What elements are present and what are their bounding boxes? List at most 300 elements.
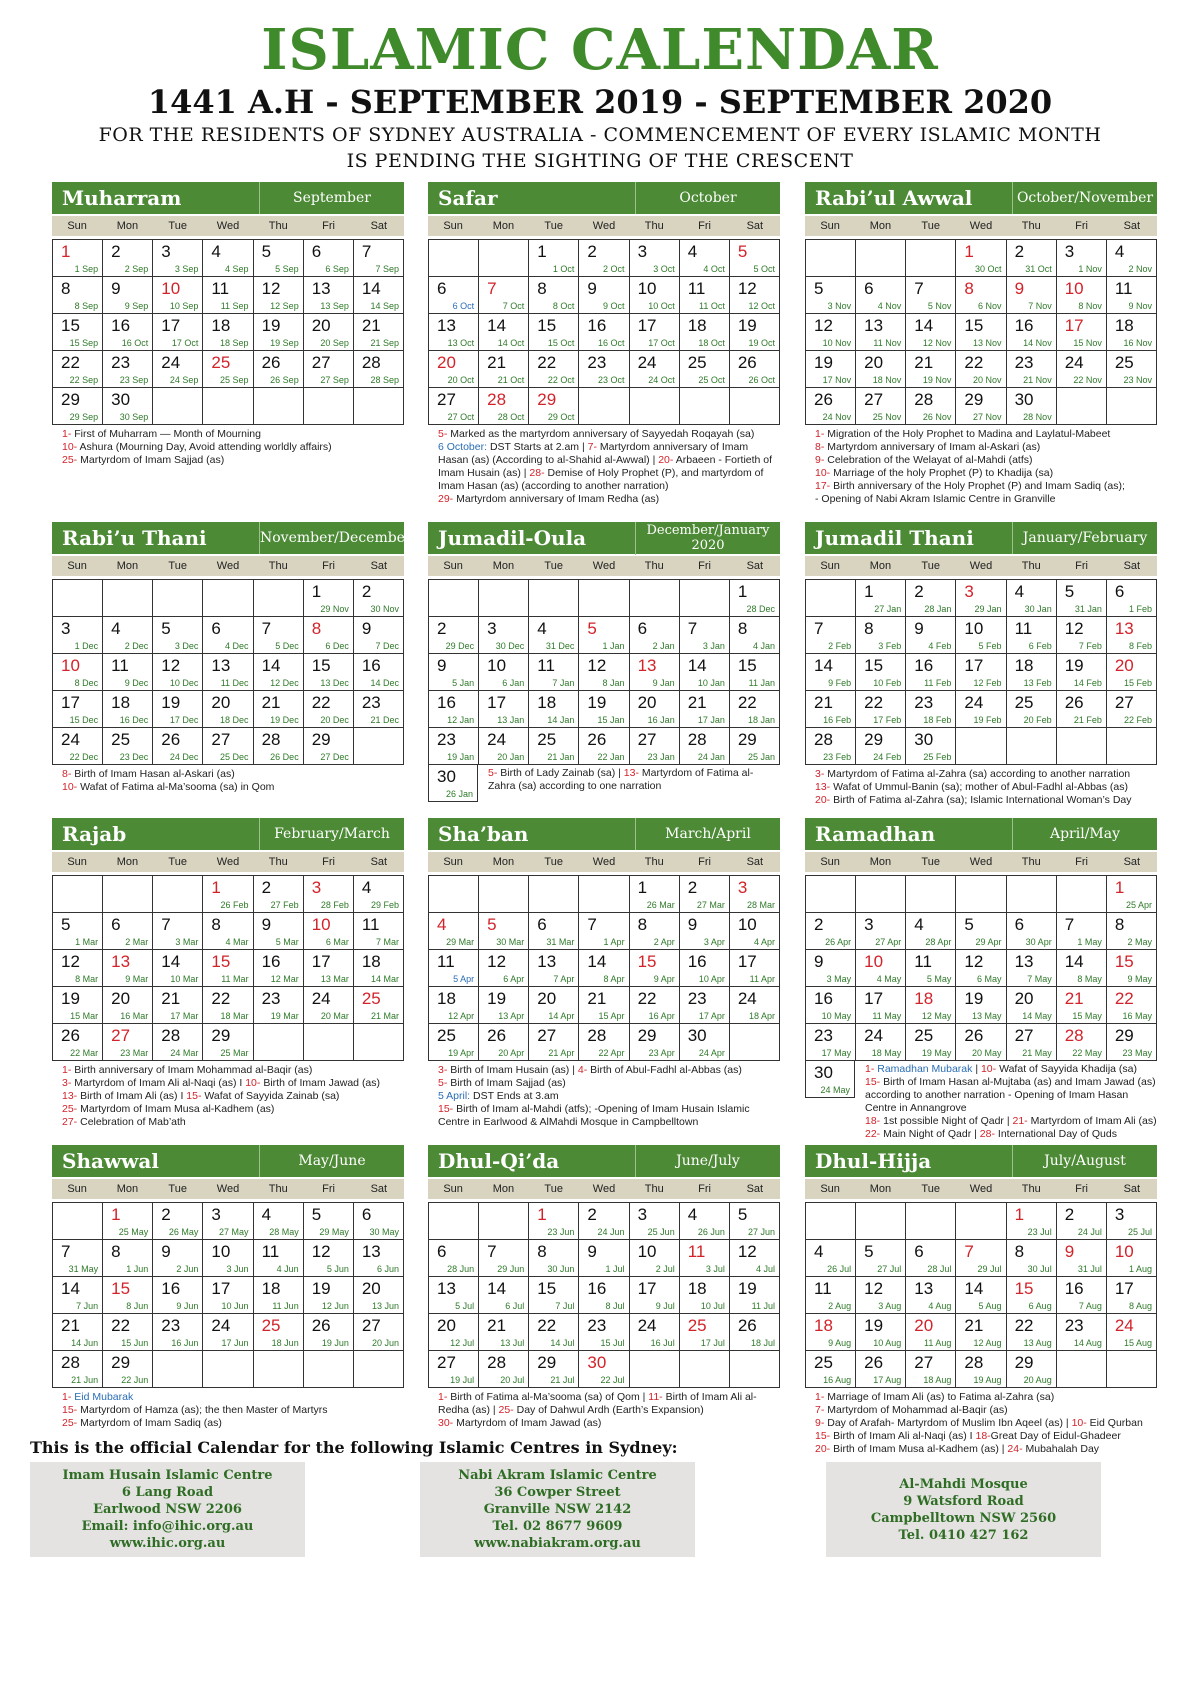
month-name: Shawwal	[62, 1149, 159, 1173]
gregorian-range: November/December	[259, 522, 404, 554]
gregorian-date: 14 Jun	[71, 1338, 99, 1348]
day-cell	[579, 314, 629, 351]
weekday-label: Mon	[869, 1183, 892, 1195]
gregorian-date: 4 Apr	[753, 937, 775, 947]
gregorian-date: 18 Aug	[923, 1375, 952, 1385]
hijri-day: 7	[261, 619, 272, 638]
weekday-label: Wed	[969, 856, 993, 868]
gregorian-date: 21 Apr	[548, 1048, 575, 1058]
hijri-day: 20	[211, 693, 231, 712]
hijri-day: 28	[487, 1353, 507, 1372]
event-day-marker: 7-	[587, 441, 597, 453]
month-notes	[52, 768, 404, 794]
day-cell	[103, 654, 153, 691]
hijri-day: 2	[587, 1205, 597, 1224]
gregorian-date: 7 Sep	[375, 264, 399, 274]
day-cell	[53, 728, 103, 765]
gregorian-date: 14 Sep	[370, 301, 399, 311]
gregorian-date: 17 Jan	[697, 715, 725, 725]
day-cell	[1107, 691, 1157, 728]
day-cell	[304, 913, 354, 950]
hijri-day: 26	[487, 1026, 507, 1045]
day-cell	[354, 277, 404, 314]
day-cell	[806, 351, 856, 388]
day-cell	[153, 728, 203, 765]
gregorian-date: 23 Oct	[598, 375, 625, 385]
gregorian-date: 25 Jun	[647, 1227, 675, 1237]
overflow-row	[805, 1061, 1157, 1141]
hijri-day: 28	[914, 390, 934, 409]
gregorian-date: 19 Feb	[973, 715, 1002, 725]
event-note	[815, 768, 1157, 781]
hijri-day: 28	[61, 1353, 80, 1372]
hijri-day: 15	[311, 656, 331, 675]
centre-nabi-akram	[420, 1462, 695, 1557]
day-cell	[856, 388, 906, 425]
day-cell	[630, 240, 680, 277]
gregorian-date: 3 Sep	[174, 264, 199, 274]
month-grid	[428, 579, 780, 765]
gregorian-date: 14 Dec	[370, 678, 399, 688]
day-cell	[203, 1203, 253, 1240]
day-cell	[53, 1351, 103, 1388]
gregorian-date: 6 Sep	[325, 264, 349, 274]
overflow-row	[428, 765, 780, 802]
event-text: Birth of Imam Musa al-Kadhem (as) |	[830, 1443, 1008, 1455]
gregorian-range: January/February	[1012, 522, 1157, 554]
gregorian-date: 11 May	[872, 1011, 902, 1021]
day-cell	[304, 1314, 354, 1351]
hijri-day: 6	[864, 279, 874, 298]
event-day-marker: 17-	[815, 480, 831, 492]
gregorian-date: 21 Mar	[370, 1011, 399, 1021]
gregorian-date: 7 Oct	[502, 301, 525, 311]
weekday-label: Thu	[268, 1183, 288, 1195]
weekday-label: Sun	[443, 220, 463, 232]
event-day-marker: 10-	[1071, 1417, 1087, 1429]
day-cell	[730, 1240, 780, 1277]
weekday-label: Wed	[592, 1183, 616, 1195]
hijri-day: 16	[1014, 316, 1034, 335]
day-cell	[53, 1240, 103, 1277]
empty-cell	[856, 876, 906, 913]
day-cell	[806, 1277, 856, 1314]
hijri-day: 26	[814, 390, 833, 409]
hijri-day: 11	[1014, 619, 1033, 638]
month-grid	[428, 1202, 780, 1388]
event-note	[62, 1064, 404, 1077]
weekday-label: Sun	[67, 856, 87, 868]
event-note	[438, 1391, 780, 1417]
event-day-marker: 15-	[438, 1103, 454, 1115]
day-cell	[153, 987, 203, 1024]
hijri-day: 25	[1114, 353, 1134, 372]
event-day-marker: 10-	[245, 1077, 261, 1089]
day-cell	[956, 240, 1006, 277]
empty-cell	[1007, 728, 1057, 765]
gregorian-date: 29 Mar	[446, 937, 475, 947]
gregorian-date: 22 May	[1072, 1048, 1102, 1058]
gregorian-range: May/June	[259, 1145, 404, 1177]
hijri-day: 18	[437, 989, 456, 1008]
day-cell	[254, 1203, 304, 1240]
weekday-row	[428, 852, 780, 872]
hijri-day: 1	[637, 878, 648, 897]
hijri-day: 28	[487, 390, 507, 409]
hijri-day: 15	[211, 952, 231, 971]
gregorian-date: 15 May	[1072, 1011, 1102, 1021]
day-cell	[53, 950, 103, 987]
hijri-day: 12	[814, 316, 833, 335]
gregorian-date: 24 Jan	[697, 752, 725, 762]
day-cell	[479, 351, 529, 388]
gregorian-date: 9 Jun	[176, 1301, 199, 1311]
hijri-day: 20	[311, 316, 331, 335]
day-cell	[479, 987, 529, 1024]
hijri-day: 1	[1014, 1205, 1025, 1224]
gregorian-date: 3 Apr	[703, 937, 725, 947]
day-cell	[529, 950, 579, 987]
event-text: Martyrdom anniversary of Imam Hasan (as) (According to al-Shahid al-Awwal) |	[438, 441, 749, 466]
gregorian-date: 19 Mar	[270, 1011, 299, 1021]
gregorian-date: 8 Apr	[603, 974, 625, 984]
hijri-day: 3	[864, 915, 874, 934]
gregorian-date: 10 Jan	[697, 678, 725, 688]
day-cell	[429, 691, 479, 728]
day-cell	[1107, 987, 1157, 1024]
month-grid	[52, 875, 404, 1061]
day-cell	[529, 1314, 579, 1351]
gregorian-date: 23 Nov	[1123, 375, 1152, 385]
day-cell	[856, 1351, 906, 1388]
day-cell	[906, 913, 956, 950]
month-grid	[805, 239, 1157, 425]
hijri-day: 19	[161, 693, 181, 712]
hijri-day: 8	[1114, 915, 1125, 934]
day-cell	[254, 1240, 304, 1277]
hijri-day: 12	[737, 279, 757, 298]
hijri-day: 4	[437, 915, 447, 934]
day-cell	[1007, 1314, 1057, 1351]
gregorian-date: 15 Dec	[69, 715, 99, 725]
hijri-day: 11	[537, 656, 555, 675]
gregorian-date: 19 Jul	[450, 1375, 475, 1385]
day-cell	[203, 876, 253, 913]
day-cell	[429, 1351, 479, 1388]
day-cell	[203, 240, 253, 277]
month-header	[52, 818, 404, 850]
weekday-label: Sat	[746, 856, 764, 868]
day-cell	[806, 617, 856, 654]
gregorian-date: 1 Feb	[1128, 604, 1152, 614]
gregorian-date: 7 Jul	[555, 1301, 575, 1311]
weekday-row	[805, 1179, 1157, 1199]
event-text: 1st possible Night of Qadr |	[880, 1115, 1013, 1127]
gregorian-date: 12 Sep	[270, 301, 299, 311]
empty-cell	[254, 1351, 304, 1388]
day-cell	[354, 876, 404, 913]
hijri-day: 1	[737, 582, 748, 601]
gregorian-date: 6 Apr	[503, 974, 525, 984]
weekday-label: Mon	[116, 220, 139, 232]
hijri-day: 3	[964, 582, 974, 601]
hijri-day: 6	[211, 619, 221, 638]
gregorian-date: 19 Oct	[748, 338, 775, 348]
event-note	[62, 768, 404, 781]
hijri-day: 3	[487, 619, 497, 638]
day-cell	[579, 987, 629, 1024]
event-note	[438, 1417, 780, 1430]
notice-line-1: FOR THE RESIDENTS OF SYDNEY AUSTRALIA - COMMENCEMENT OF EVERY ISLAMIC MONTH	[98, 124, 1102, 146]
empty-cell	[1057, 876, 1107, 913]
event-note	[815, 1404, 1157, 1417]
gregorian-date: 13 Jan	[497, 715, 525, 725]
gregorian-date: 15 Aug	[1123, 1338, 1152, 1348]
gregorian-date: 6 Nov	[978, 301, 1002, 311]
gregorian-date: 18 Jan	[747, 715, 775, 725]
day-cell	[304, 654, 354, 691]
month-header	[52, 182, 404, 214]
hijri-day: 13	[864, 316, 884, 335]
hijri-day: 24	[161, 353, 181, 372]
gregorian-date: 2 May	[1127, 937, 1152, 947]
empty-cell	[429, 240, 479, 277]
event-text: Birth of Imam Husain (as) |	[447, 1064, 578, 1076]
gregorian-date: 11 Aug	[924, 1338, 952, 1348]
hijri-day: 27	[637, 730, 657, 749]
day-cell	[1057, 277, 1107, 314]
weekday-row	[428, 216, 780, 236]
day-cell	[906, 277, 956, 314]
hijri-day: 6	[111, 915, 121, 934]
day-cell	[1057, 351, 1107, 388]
gregorian-date: 20 Nov	[973, 375, 1002, 385]
event-day-marker: 28-	[529, 467, 545, 479]
centre-phone: Tel. 02 8677 9609	[492, 1519, 623, 1534]
hijri-day: 4	[687, 242, 698, 261]
gregorian-date: 25 Nov	[872, 412, 902, 422]
gregorian-date: 29 Sep	[69, 412, 99, 422]
event-text: Mubahalah Day	[1022, 1443, 1100, 1455]
hijri-day: 9	[161, 1242, 171, 1261]
day-cell	[856, 580, 906, 617]
empty-cell	[53, 1203, 103, 1240]
event-note	[438, 1103, 780, 1129]
gregorian-date: 17 Nov	[822, 375, 852, 385]
day-cell	[354, 1277, 404, 1314]
gregorian-date: 22 Jul	[600, 1375, 625, 1385]
weekday-label: Fri	[322, 856, 335, 868]
day-cell	[429, 987, 479, 1024]
gregorian-date: 25 Jul	[1127, 1227, 1152, 1237]
weekday-label: Tue	[544, 1183, 563, 1195]
gregorian-date: 6 Dec	[325, 641, 349, 651]
event-text: Wafat of Sayyida Khadija (sa)	[996, 1063, 1137, 1075]
day-cell	[103, 314, 153, 351]
hijri-day: 2	[587, 242, 597, 261]
gregorian-date: 16 Feb	[823, 715, 852, 725]
gregorian-date: 5 Mar	[275, 937, 299, 947]
day-cell	[103, 691, 153, 728]
gregorian-date: 30 Apr	[1025, 937, 1052, 947]
day-cell	[730, 1203, 780, 1240]
hijri-day: 23	[587, 353, 607, 372]
day-cell	[53, 654, 103, 691]
gregorian-date: 13 Jul	[500, 1338, 525, 1348]
day-cell	[956, 1024, 1006, 1061]
hijri-day: 14	[687, 656, 707, 675]
gregorian-date: 18 Mar	[220, 1011, 249, 1021]
hijri-day: 26	[964, 1026, 984, 1045]
gregorian-date: 27 Sep	[320, 375, 349, 385]
day-cell	[203, 728, 253, 765]
day-cell	[103, 240, 153, 277]
weekday-label: Sat	[1123, 560, 1141, 572]
day-cell	[856, 277, 906, 314]
hijri-day: 27	[361, 1316, 381, 1335]
hijri-day: 14	[161, 952, 181, 971]
day-cell	[956, 351, 1006, 388]
hijri-day: 14	[914, 316, 934, 335]
gregorian-date: 15 Oct	[547, 338, 575, 348]
weekday-label: Fri	[1075, 1183, 1088, 1195]
day-cell	[630, 654, 680, 691]
gregorian-date: 15 Feb	[1123, 678, 1152, 688]
event-text: First of Muharram — Month of Mourning	[71, 428, 261, 440]
gregorian-date: 11 Sep	[220, 301, 249, 311]
gregorian-date: 6 Jul	[505, 1301, 525, 1311]
hijri-day: 28	[814, 730, 833, 749]
weekday-label: Tue	[168, 560, 187, 572]
day-cell	[103, 277, 153, 314]
day-cell	[304, 617, 354, 654]
event-note	[438, 428, 780, 441]
hijri-day: 8	[537, 279, 547, 298]
event-day-marker: 3-	[62, 1077, 72, 1089]
gregorian-date: 3 Jul	[705, 1264, 725, 1274]
hijri-day: 27	[1114, 693, 1134, 712]
hijri-day: 12	[964, 952, 984, 971]
gregorian-date: 2 Mar	[125, 937, 149, 947]
event-note	[62, 428, 404, 441]
day-cell	[354, 987, 404, 1024]
day-cell	[354, 314, 404, 351]
day-cell	[153, 913, 203, 950]
gregorian-date: 10 Oct	[648, 301, 675, 311]
gregorian-date: 21 Jun	[71, 1375, 99, 1385]
hijri-day: 23	[687, 989, 707, 1008]
day-cell	[956, 691, 1006, 728]
gregorian-date: 13 Oct	[447, 338, 475, 348]
weekday-label: Thu	[1021, 560, 1041, 572]
hijri-day: 15	[964, 316, 984, 335]
gregorian-date: 27 Jan	[874, 604, 902, 614]
hijri-day: 20	[914, 1316, 934, 1335]
empty-cell	[254, 1024, 304, 1061]
event-text: Marriage of Imam Ali (as) to Fatima al-Zahra (sa)	[824, 1391, 1055, 1403]
event-note	[438, 1064, 780, 1077]
hijri-day: 25	[537, 730, 557, 749]
gregorian-date: 30 Jul	[1027, 1264, 1052, 1274]
month-header	[805, 818, 1157, 850]
weekday-label: Thu	[1021, 220, 1041, 232]
hijri-day: 11	[361, 915, 380, 934]
day-cell	[956, 314, 1006, 351]
event-text: Marriage of the holy Prophet (P) to Khadija (sa)	[830, 467, 1054, 479]
hijri-day: 13	[537, 952, 557, 971]
hijri-day: 16	[111, 316, 131, 335]
day-cell	[103, 950, 153, 987]
gregorian-date: 11 Jan	[748, 678, 775, 688]
day-cell	[53, 1314, 103, 1351]
hijri-day: 13	[211, 656, 231, 675]
empty-cell	[1057, 728, 1107, 765]
day-cell	[1107, 240, 1157, 277]
weekday-label: Sun	[67, 220, 87, 232]
event-text: Birth of Abul-Fadhl al-Abbas (as)	[587, 1064, 742, 1076]
hijri-day: 9	[1064, 1242, 1075, 1261]
day-cell	[956, 654, 1006, 691]
hijri-day: 27	[211, 730, 231, 749]
day-cell	[153, 314, 203, 351]
gregorian-date: 28 Nov	[1023, 412, 1052, 422]
weekday-label: Wed	[216, 1183, 240, 1195]
weekday-label: Thu	[1021, 1183, 1041, 1195]
hijri-day: 22	[864, 693, 884, 712]
gregorian-date: 4 Jun	[276, 1264, 299, 1274]
hijri-day: 5	[261, 242, 272, 261]
event-day-marker: 5-	[488, 767, 498, 779]
gregorian-date: 5 Dec	[275, 641, 299, 651]
day-cell	[630, 913, 680, 950]
event-day-marker: 30-	[438, 1417, 454, 1429]
hijri-day: 19	[261, 316, 281, 335]
day-cell	[1107, 950, 1157, 987]
hijri-day: 20	[537, 989, 557, 1008]
gregorian-date: 12 Jan	[447, 715, 475, 725]
hijri-day: 15	[111, 1279, 131, 1298]
day-cell	[304, 240, 354, 277]
gregorian-date: 5 Jul	[455, 1301, 475, 1311]
gregorian-date: 17 May	[821, 1048, 852, 1058]
weekday-label: Tue	[168, 220, 187, 232]
hijri-day: 22	[637, 989, 657, 1008]
day-cell	[856, 913, 906, 950]
month-header	[428, 1145, 780, 1177]
hijri-day: 28	[587, 1026, 607, 1045]
event-text: Marked as the martyrdom anniversary of Sayyedah Roqayah (sa)	[447, 428, 755, 440]
event-text: Celebration of the Welayat of al-Mahdi (atfs)	[824, 454, 1033, 466]
gregorian-date: 19 Apr	[448, 1048, 475, 1058]
gregorian-date: 30 Jan	[1024, 604, 1052, 614]
day-cell	[304, 728, 354, 765]
month-notes	[805, 428, 1157, 506]
hijri-day: 27	[537, 1026, 557, 1045]
day-cell	[1007, 277, 1057, 314]
hijri-day: 17	[487, 693, 507, 712]
gregorian-date: 14 Aug	[1073, 1338, 1102, 1348]
day-cell	[680, 987, 730, 1024]
event-day-marker: 10-	[815, 467, 831, 479]
gregorian-date: 10 Mar	[170, 974, 199, 984]
gregorian-date: 7 Feb	[1078, 641, 1102, 651]
gregorian-date: 22 Oct	[547, 375, 575, 385]
gregorian-date: 25 Feb	[923, 752, 952, 762]
weekday-label: Thu	[644, 560, 664, 572]
gregorian-date: 12 Nov	[922, 338, 952, 348]
weekday-label: Thu	[644, 220, 664, 232]
empty-cell	[579, 388, 629, 425]
